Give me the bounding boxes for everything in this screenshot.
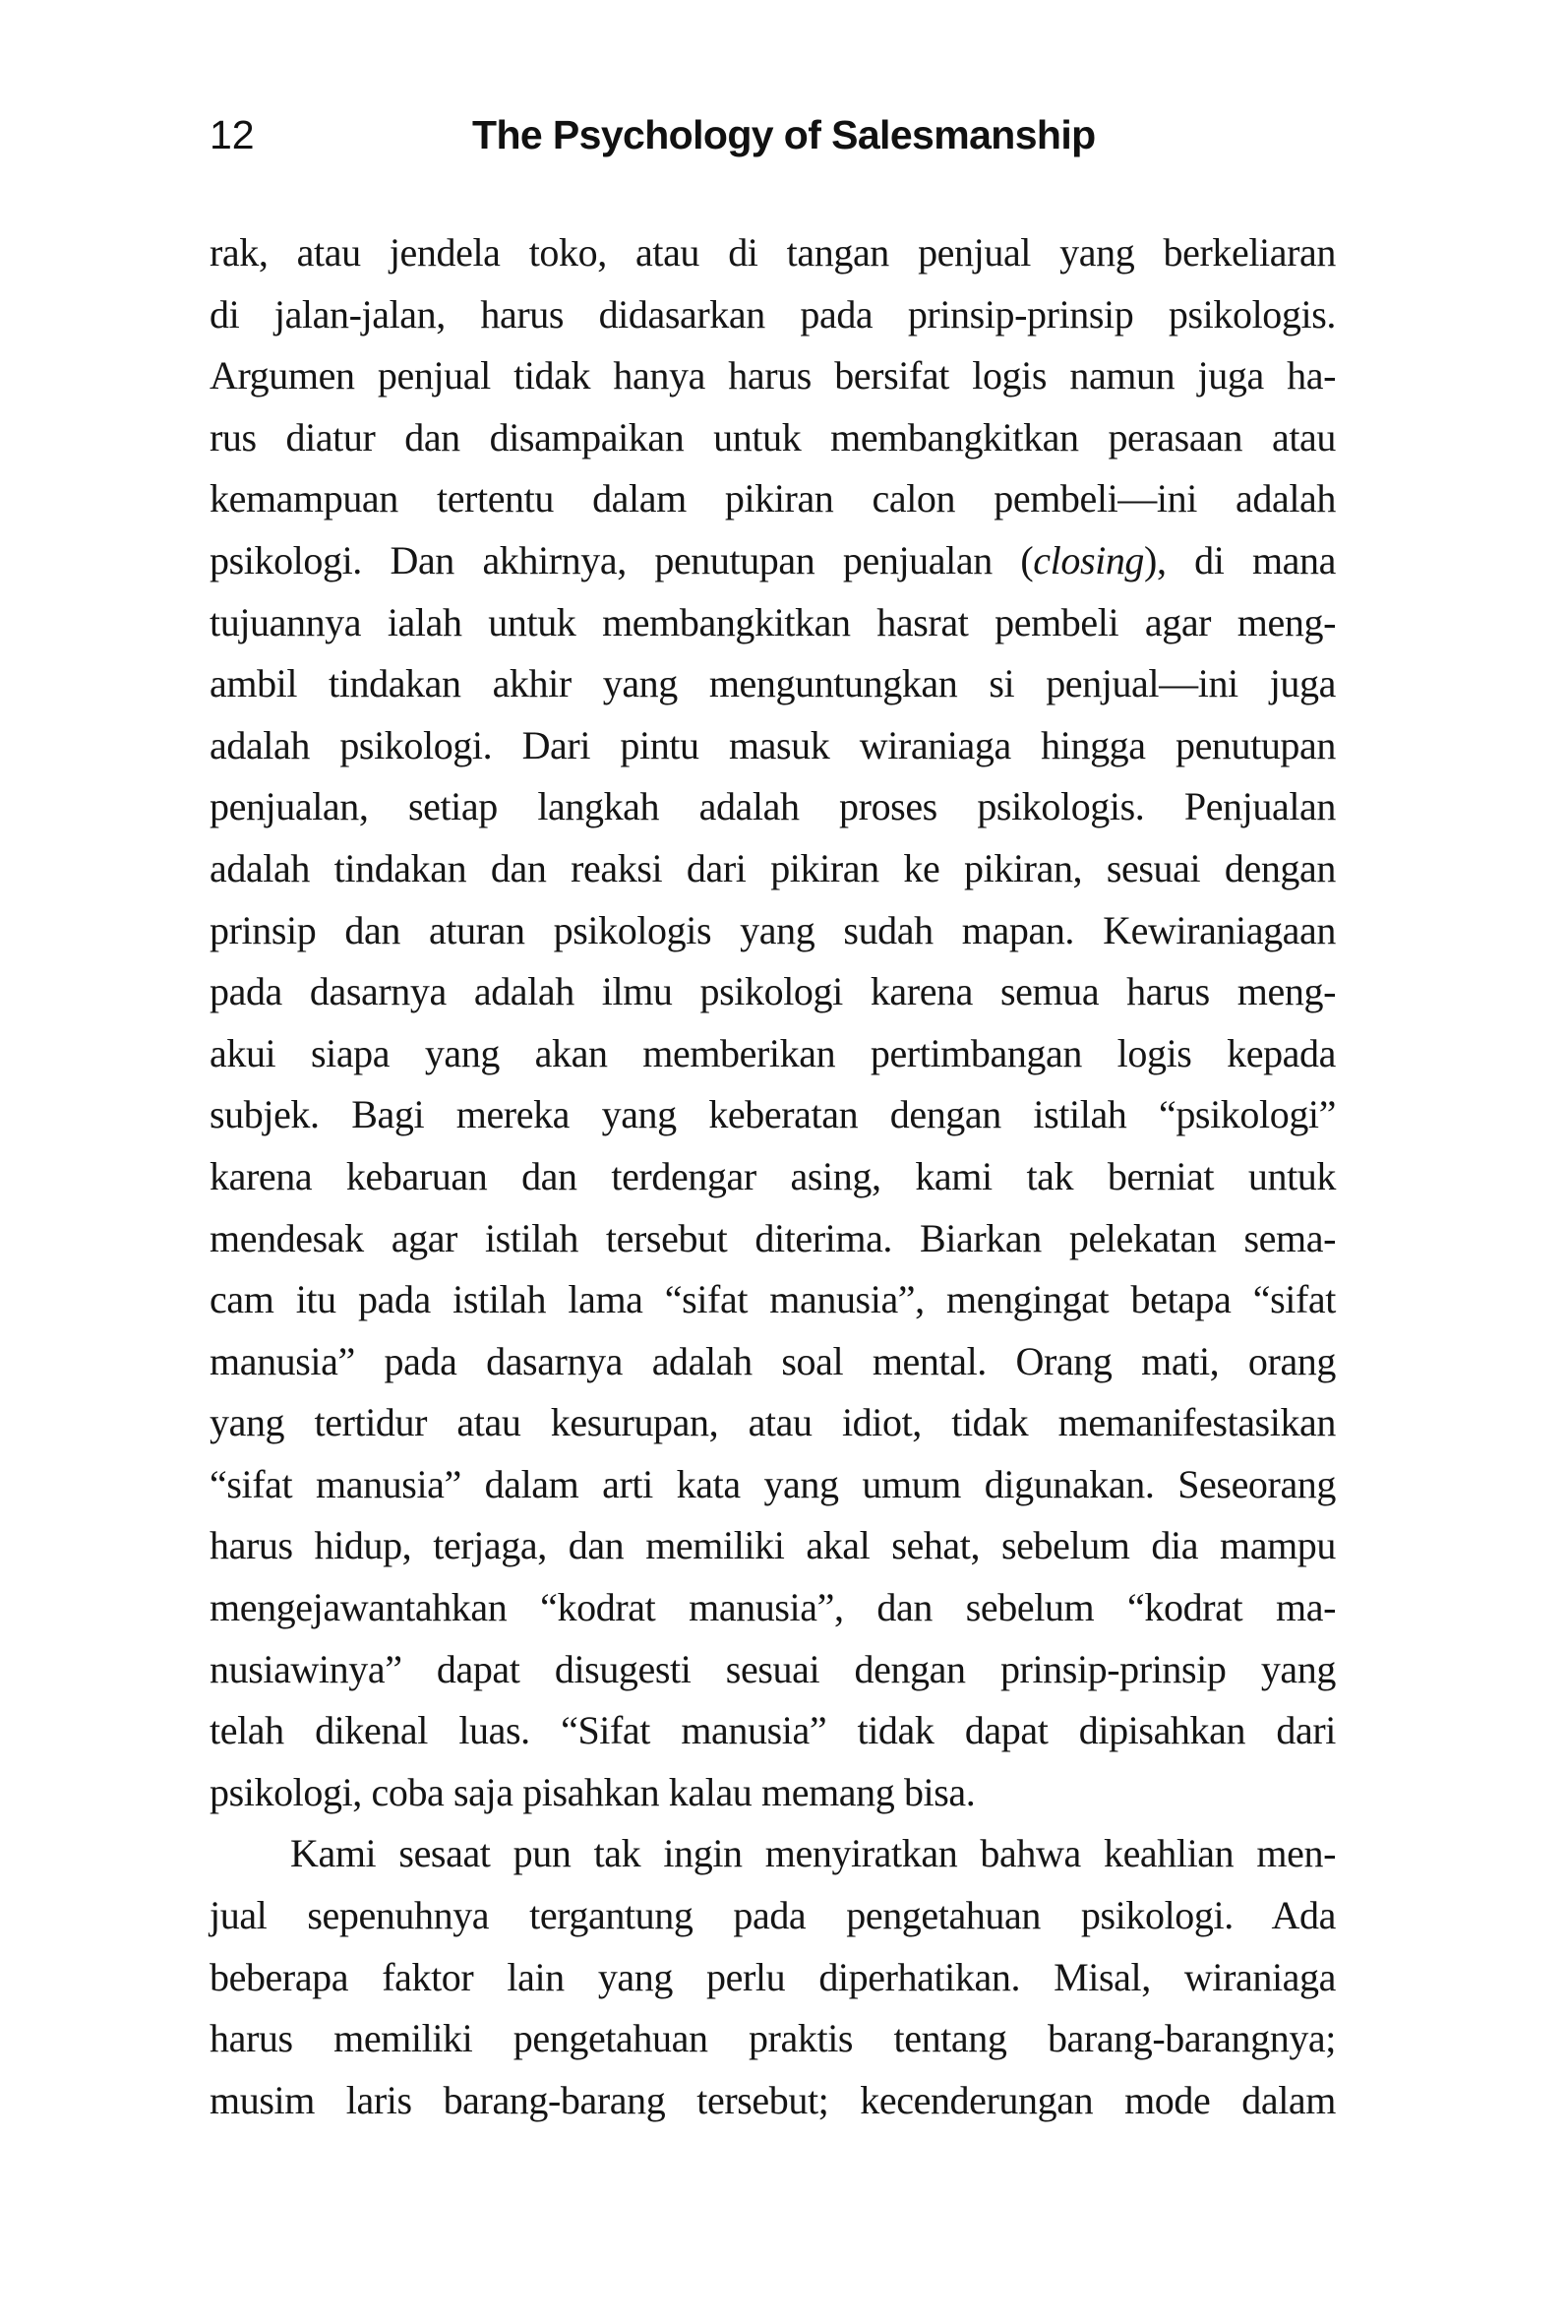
text-line: di jalan-jalan, harus didasarkan pada prinsip-prinsip psikologis. [210,291,1336,336]
text-line: tujuannya ialah untuk membangkitkan hasrat pembeli agar meng- [210,599,1336,644]
text-line: mendesak agar istilah tersebut diterima. Biarkan pelekatan sema- [210,1215,1336,1260]
text-line: kemampuan tertentu dalam pikiran calon pembeli—ini adalah [210,476,1336,521]
text-line: psikologi, coba saja pisahkan kalau memang bisa. [210,1769,976,1814]
text-line: rus diatur dan disampaikan untuk membangkitkan perasaan atau [210,414,1336,459]
text-line: manusia” pada dasarnya adalah soal mental. Orang mati, orang [210,1338,1336,1383]
text-line: pada dasarnya adalah ilmu psikologi karena semua harus meng- [210,969,1336,1014]
text-line: Kami sesaat pun tak ingin menyiratkan bahwa keahlian men- [290,1831,1336,1876]
text-line: yang tertidur atau kesurupan, atau idiot, tidak memanifestasikan [210,1400,1336,1445]
text-line [210,530,1336,592]
text-line: musim laris barang-barang tersebut; kecenderungan mode dalam [210,2077,1336,2122]
text-line: subjek. Bagi mereka yang keberatan dengan istilah “psikologi” [210,1092,1336,1137]
text-segment: psikologi. Dan akhirnya, penutupan penjualan ( [210,537,1034,582]
text-line: adalah psikologi. Dari pintu masuk wiraniaga hingga penutupan [210,722,1336,767]
text-line: Argumen penjual tidak hanya harus bersifat logis namun juga ha- [210,353,1336,398]
text-line: cam itu pada istilah lama “sifat manusia”, mengingat betapa “sifat [210,1277,1336,1322]
italic-term: closing [1033,537,1145,582]
text-segment: ), di mana [1144,537,1336,582]
text-line: “sifat manusia” dalam arti kata yang umum digunakan. Seseorang [210,1461,1336,1506]
text-line: harus hidup, terjaga, dan memiliki akal sehat, sebelum dia mampu [210,1523,1336,1568]
text-line: nusiawinya” dapat disugesti sesuai dengan prinsip-prinsip yang [210,1646,1336,1691]
text-line: akui siapa yang akan memberikan pertimbangan logis kepada [210,1030,1336,1075]
text-line: beberapa faktor lain yang perlu diperhatikan. Misal, wiraniaga [210,1954,1336,1999]
text-line: ambil tindakan akhir yang menguntungkan si penjual—ini juga [210,661,1336,706]
text-line: karena kebaruan dan terdengar asing, kami tak berniat untuk [210,1153,1336,1198]
text-line: rak, atau jendela toko, atau di tangan penjual yang berkeliaran [210,230,1336,275]
text-line: penjualan, setiap langkah adalah proses psikologis. Penjualan [210,784,1336,829]
paragraph-1 [210,222,1336,1823]
text-line: adalah tindakan dan reaksi dari pikiran ke pikiran, sesuai dengan [210,845,1336,890]
text-line: telah dikenal luas. “Sifat manusia” tidak dapat dipisahkan dari [210,1708,1336,1753]
text-line: jual sepenuhnya tergantung pada pengetahuan psikologi. Ada [210,1893,1336,1938]
text-line: harus memiliki pengetahuan praktis tentang barang-barangnya; [210,2016,1336,2061]
body-text [210,222,1336,2131]
running-title: The Psychology of Salesmanship [472,112,1096,157]
page-number: 12 [210,112,255,157]
paragraph-2 [210,1823,1336,2131]
running-head [210,110,1336,159]
text-line: mengejawantahkan “kodrat manusia”, dan sebelum “kodrat ma- [210,1585,1336,1630]
text-line: prinsip dan aturan psikologis yang sudah mapan. Kewiraniagaan [210,907,1336,952]
